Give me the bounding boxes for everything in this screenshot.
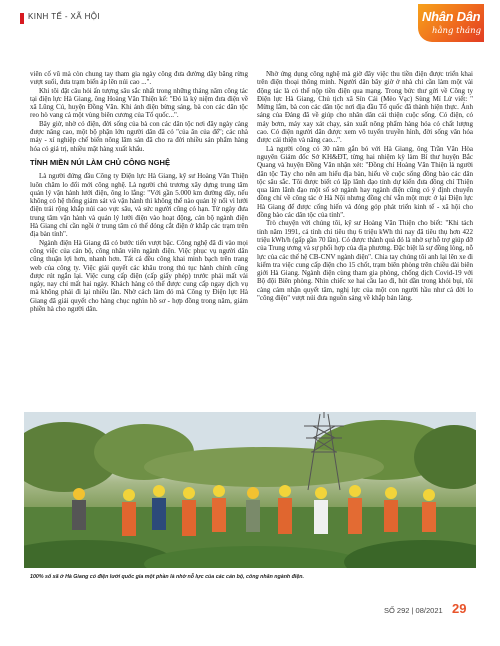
section-label: KINH TẾ - XÃ HỘI [28, 12, 101, 21]
newspaper-logo [418, 4, 484, 42]
paragraph: Là người đứng đầu Công ty Điện lực Hà Giang, kỹ sư Hoàng Văn Thiện luôn chăm lo đổi mới công nghệ. Là người chủ trương xây dựng trung tâm quản lý vận hành lưới điện, ông lo lắng: "Với gần 5.000 km đường dây, nếu không có hệ thống giám sát và vận hành thì không thể nào quản lý nổi vì lưới điện trải rộng khắp núi cao vực sâu, và sức người cũng có hạn. Từ ngày đưa trung tâm vận hành và quản lý lưới điện vào hoạt động, cán bộ ngành điện Hà Giang chỉ cần ngồi ở trung tâm có thể đóng cắt điện ở khắp các trạm trên địa bàn tỉnh". [30, 172, 248, 239]
paragraph: Bây giờ, nhờ có điện, đời sống của bà con các dân tộc nơi đây ngày càng được nâng cao, một bộ phận lớn người dân đã có "của ăn của để"; các nhà máy - xí nghiệp chế biến nông lâm sản đã cho ra đời nhiều sản phẩm hàng hóa có giá trị, nhiều mặt hàng xuất khẩu. [30, 119, 248, 153]
article-photo [24, 412, 476, 568]
workers-photo-illustration [24, 412, 476, 568]
paragraph: Trò chuyện với chúng tôi, kỹ sư Hoàng Văn Thiện cho biết: "Khi tách tỉnh năm 1991, cả tỉnh chỉ tiêu thụ 6 triệu kWh thì nay đã tiêu thụ hơn 422 triệu kWh/h (gấp gần 70 lần). Có được thành quả đó là nhờ sự hỗ trợ giúp đỡ của Trung ương và sự phối hợp của địa phương. Đặc biệt là sự đồng lòng, nỗ lực của các thế hệ CB-CNV ngành điện". Chia tay chúng tôi anh lại lên xe đi kiểm tra việc cung cấp điện cho 15 chốt, trạm biên phòng trên chiều dài biên giới Hà Giang. Ngành điện cùng tham gia phòng, chống dịch Covid-19 với Bộ đội Biên phòng. Nhìn chiếc xe hai cầu lao đi, hút dần trong khói bụi, tôi càng cảm nhận quyết tâm, nghị lực của một con người hầu như cả đời lo "công điện" vượt núi đưa nguồn sáng về khắp bản làng. [257, 219, 473, 303]
issue-number: SỐ 292 | 08/2021 [384, 606, 443, 615]
page-number: 29 [452, 601, 467, 616]
paragraph: Là người công có 30 năm gắn bó với Hà Giang, ông Trần Văn Hòa nguyên Giám đốc Sở KH&ĐT, từng hai nhiệm kỳ làm Bí thư huyện Bắc Quang và huyện Đồng Văn nhận xét: "Đồng chí Hoàng Văn Thiện là người dân tộc Tày cho nên am hiểu địa bàn, hiểu về cuộc sống đồng bào các dân tộc sâu sắc. Tôi được biết có lập lãnh đạo tỉnh dự kiến đưa đồng chí Thiện qua làm lãnh đạo một số sở ngành hay ngành điện cũng có ý định chuyển đồng chí về công tác ở Hà Nội nhưng đồng chí vẫn một mực ở lại Điện lực Hà Giang để được cống hiến và đóng góp phát triển kinh tế - xã hội cho đồng bào các dân tộc của tỉnh". [257, 144, 473, 220]
paragraph: Ngành điện Hà Giang đã có bước tiến vượt bậc. Công nghệ đã đi vào mọi công việc của cán bộ, công nhân viên ngành điện. Việc phục vụ người dân cũng thuận lợi hơn, nhanh hơn. Tất cả đều công khai minh bạch trên trang web của công ty. Việc giải quyết các khâu trong thủ tục hành chính cũng được rút ngắn lại. Việc cung cấp điện (cấp giấy phép) trước phải mất vài ngày, nay chỉ mất hai ngày. Khách hàng có thể được cung cấp ngay dịch vụ mà không phải đi lại nhiều lần. Nhờ cách làm đó mà Công ty Điện lực Hà Giang đã giải quyết cho hàng chục nghìn hồ sơ - hợp đồng trong năm, giảm phiền hà cho người dân. [30, 238, 248, 314]
paragraph: viên cố vũ mà còn chung tay tham gia ngày công đưa đường dây băng rừng vượt suối, đưa trạm biến áp lên núi cao ...". [30, 70, 248, 87]
logo-title: Nhân Dân [422, 9, 481, 24]
section-marker [20, 13, 24, 24]
logo-subtitle: hằng tháng [432, 26, 482, 36]
paragraph: Khi tôi đặt câu hỏi ấn tượng sâu sắc nhất trong những tháng năm công tác tại điện lực Hà Giang, ông Hoàng Văn Thiện kể: "Đó là kỷ niệm đưa điện về xã Lũng Cú, huyện Đồng Văn. Khi ánh điện bừng sáng, bà con các dân tộc reo hò vang cả một vùng biên cương của Tổ quốc...". [30, 86, 248, 120]
right-column [257, 70, 473, 302]
photo-caption: 100% số xã ở Hà Giang có điện lưới quốc gia một phần là nhờ nỗ lực của các cán bộ, công nhân ngành điện. [30, 574, 304, 580]
section-heading: TỈNH MIỀN NÚI LÀM CHỦ CÔNG NGHỆ [30, 157, 171, 167]
left-column [30, 70, 248, 313]
paragraph: Nhờ ứng dụng công nghệ mà giờ đây việc thu tiền điện được triển khai trên điện thoại thông minh. Người dân bây giờ ở nhà chỉ cần làm một vài động tác là có thể nộp tiền điện qua mạng. Trong bức thư gửi về Công ty Điện lực Hà Giang, Chủ tịch xã Sín Cái (Mèo Vạc) Sùng Mí Lử viết: " Mừng lắm, bà con các dân tộc nơi địa đầu Tổ quốc đã thành hiện thực. Ánh sáng của Đảng đã về giúp cho nhân dân cải thiện cuộc sống. Có điện, có máy bơm, máy xay xát chạy, sản xuất nông phẩm hàng hóa có chất lượng cao. Có điện người dân được xem vô tuyến truyền hình, đời sống văn hóa được cải thiện và nâng cao...". [257, 70, 473, 145]
